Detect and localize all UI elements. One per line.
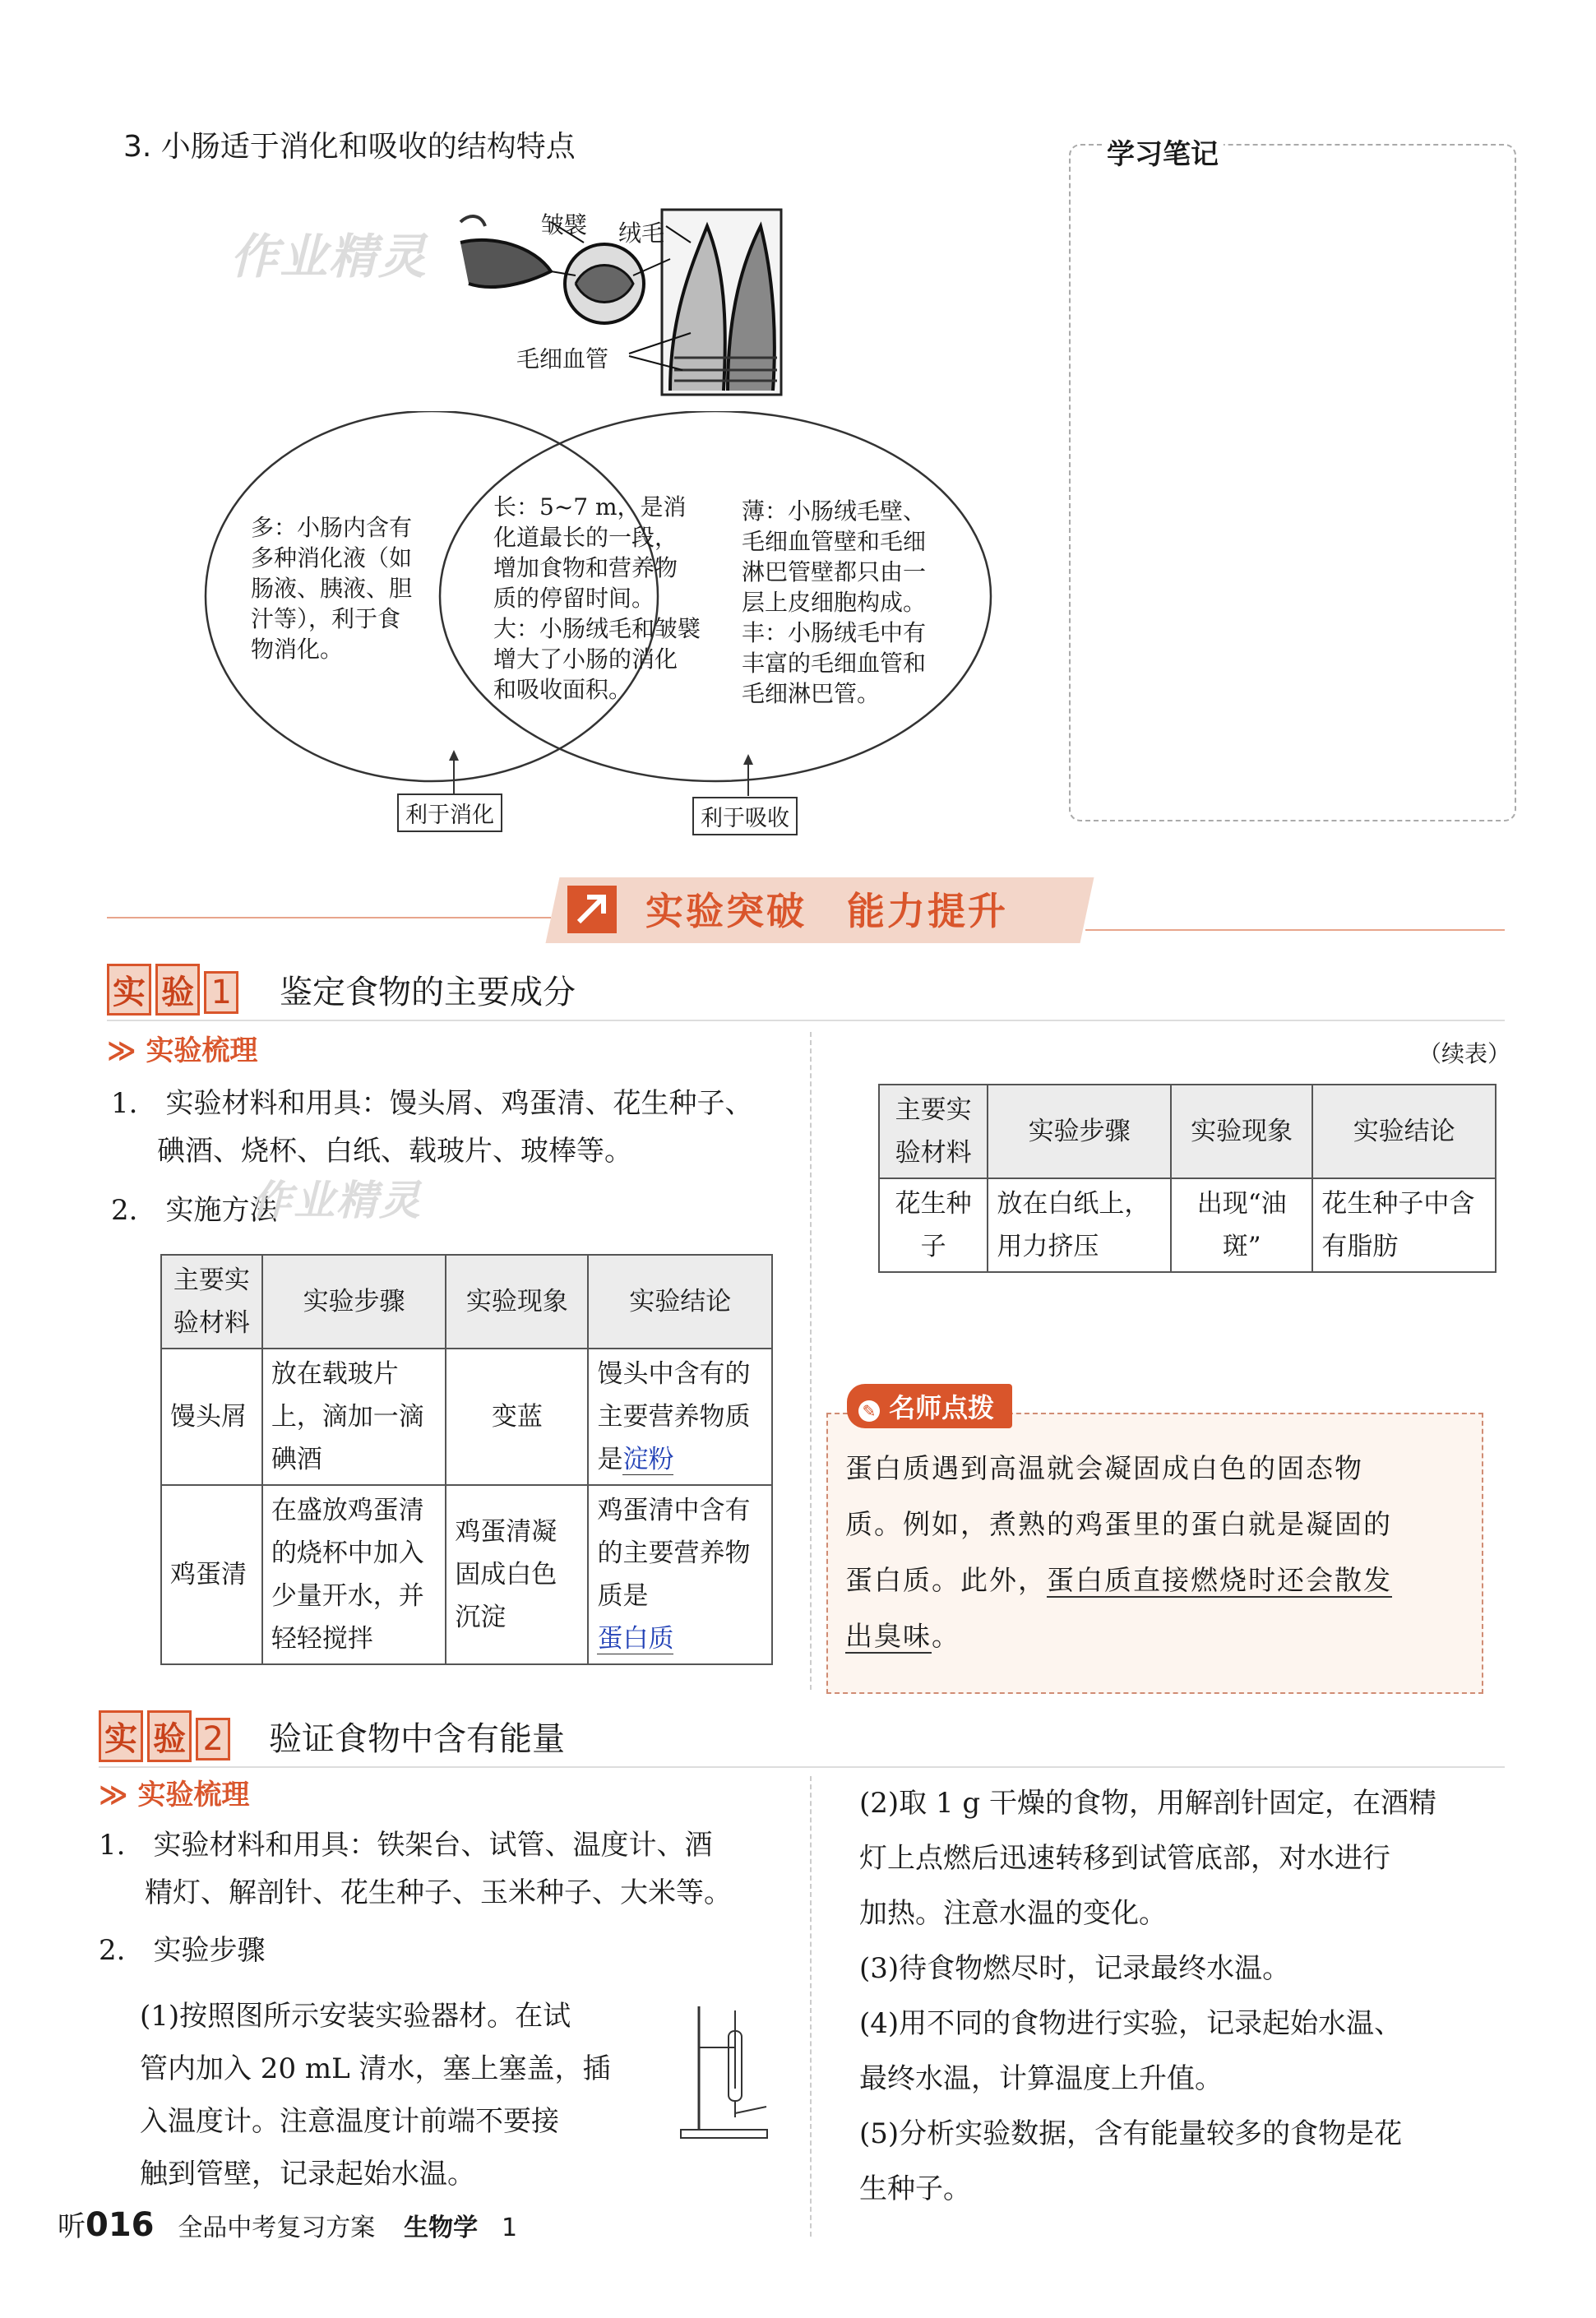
exp2-underline [99, 1766, 1505, 1768]
banner-line-right [1085, 929, 1505, 931]
box-digestion: 利于消化 [397, 793, 502, 832]
th-conclusion: 实验结论 [588, 1255, 772, 1349]
answer-starch: 淀粉 [622, 1445, 674, 1474]
watermark: 作业精灵 [230, 229, 428, 285]
exp2-subhead: ≫ 实验梳理 [99, 1779, 250, 1811]
exp1-table [160, 1254, 773, 1665]
exp2-item1: 1. 实验材料和用具：铁架台、试管、温度计、酒 精灯、解剖针、花生种子、玉米种子、大米等。 [99, 1829, 732, 1909]
table-row: 鸡蛋清 在盛放鸡蛋清的烧杯中加入少量开水，并轻轻搅拌 鸡蛋清凝固成白色沉淀 鸡蛋清中含有的主要营养物质是 蛋白质 [161, 1485, 772, 1664]
apparatus-illustration [674, 1998, 777, 2146]
th-phenomenon: 实验现象 [446, 1255, 588, 1349]
th-material: 主要实验材料 [161, 1255, 262, 1349]
continued-label: （续表） [1418, 1040, 1511, 1067]
exp2-item2: 2. 实验步骤 [99, 1934, 266, 1967]
banner-line-left [107, 917, 551, 918]
watermark: 作业精灵 [251, 1177, 422, 1224]
exp1-tag: 实 验 1 [107, 964, 238, 1016]
label-fold: 皱襞 [541, 211, 588, 238]
notes-title: 学习笔记 [1102, 132, 1224, 172]
exp1-subhead: ≫ 实验梳理 [107, 1034, 258, 1067]
intestine-illustration [444, 193, 789, 399]
exp2-tag: 实 验 2 [99, 1710, 230, 1762]
table-row: 花生种子 放在白纸上，用力挤压 出现“油斑” 花生种子中含有脂肪 [879, 1178, 1496, 1272]
venn-left-text: 多：小肠内含有 多种消化液（如 肠液、胰液、胆 汁等），利于食 物消化。 [251, 514, 413, 663]
exp1-item2: 2. 实施方法 [111, 1194, 278, 1227]
exp1-item1: 1. 实验材料和用具：馒头屑、鸡蛋清、花生种子、 碘酒、烧杯、白纸、载玻片、玻棒等。 [111, 1087, 753, 1168]
label-capillary: 毛细血管 [516, 345, 609, 372]
exp1-table-continued: 主要实验材料 实验步骤 实验现象 实验结论 花生种子 放在白纸上，用力挤压 出现“油斑” 花生种子中含有脂肪 [878, 1084, 1497, 1273]
table-row: 馒头屑 放在载玻片上，滴加一滴碘酒 变蓝 馒头中含有的主要营养物质是淀粉 [161, 1349, 772, 1485]
tip-icon: ✎ [858, 1400, 880, 1422]
venn-middle-text: 长：5~7 m，是消 化道最长的一段， 增加食物和营养物 质的停留时间。 大：小肠绒毛和皱襞 增大了小肠的消化 和吸收面积。 [493, 493, 701, 703]
notes-box [1069, 144, 1516, 821]
th-step: 实验步骤 [262, 1255, 446, 1349]
exp2-step1: (1)按照图所示安装实验器材。在试 管内加入 20 mL 清水，塞上塞盖，插 入温度计。注意温度计前端不要接 触到管壁，记录起始水温。 [140, 2000, 611, 2191]
section-title: 3. 小肠适于消化和吸收的结构特点 [123, 130, 576, 164]
exp1-title: 鉴定食物的主要成分 [280, 974, 576, 1011]
exp1-underline [107, 1020, 1505, 1021]
arrow-icon [567, 886, 617, 933]
exp2-divider [810, 1776, 812, 2237]
tip-text: 蛋白质遇到高温就会凝固成白色的固态物 质。例如，煮熟的鸡蛋里的蛋白就是凝固的 蛋白质。此外，蛋白质直接燃烧时还会散发 出臭味。 [845, 1452, 1392, 1652]
box-absorption: 利于吸收 [692, 797, 798, 835]
tip-badge: ✎ 名师点拨 [847, 1384, 1012, 1428]
answer-protein: 蛋白质 [597, 1624, 674, 1654]
label-villus: 绒毛 [618, 220, 665, 247]
venn-right-text: 薄：小肠绒毛壁、 毛细血管壁和毛细 淋巴管壁都只由一 层上皮细胞构成。 丰：小肠绒毛中有 丰富的毛细血管和 毛细淋巴管。 [742, 497, 927, 707]
page-number: 016 [86, 2206, 155, 2244]
exp2-title: 验证食物中含有能量 [269, 1720, 565, 1758]
page-footer: 听016 全品中考复习方案 生物学 1 [58, 2206, 518, 2244]
exp1-divider [810, 1032, 812, 1690]
exp2-steps-right: (2)取 1 g 干燥的食物，用解剖针固定，在酒精 灯上点燃后迅速转移到试管底部，对水进行 加热。注意水温的变化。 (3)待食物燃尽时，记录最终水温。 (4)用不同的食物进行实验，记录起始水温、 最终水温，计算温度上升值。 (5)分析实验数据，含有能量较多的食物是花 生种子。 [859, 1787, 1436, 2205]
banner-title: 实验突破 能力提升 [645, 889, 1008, 933]
